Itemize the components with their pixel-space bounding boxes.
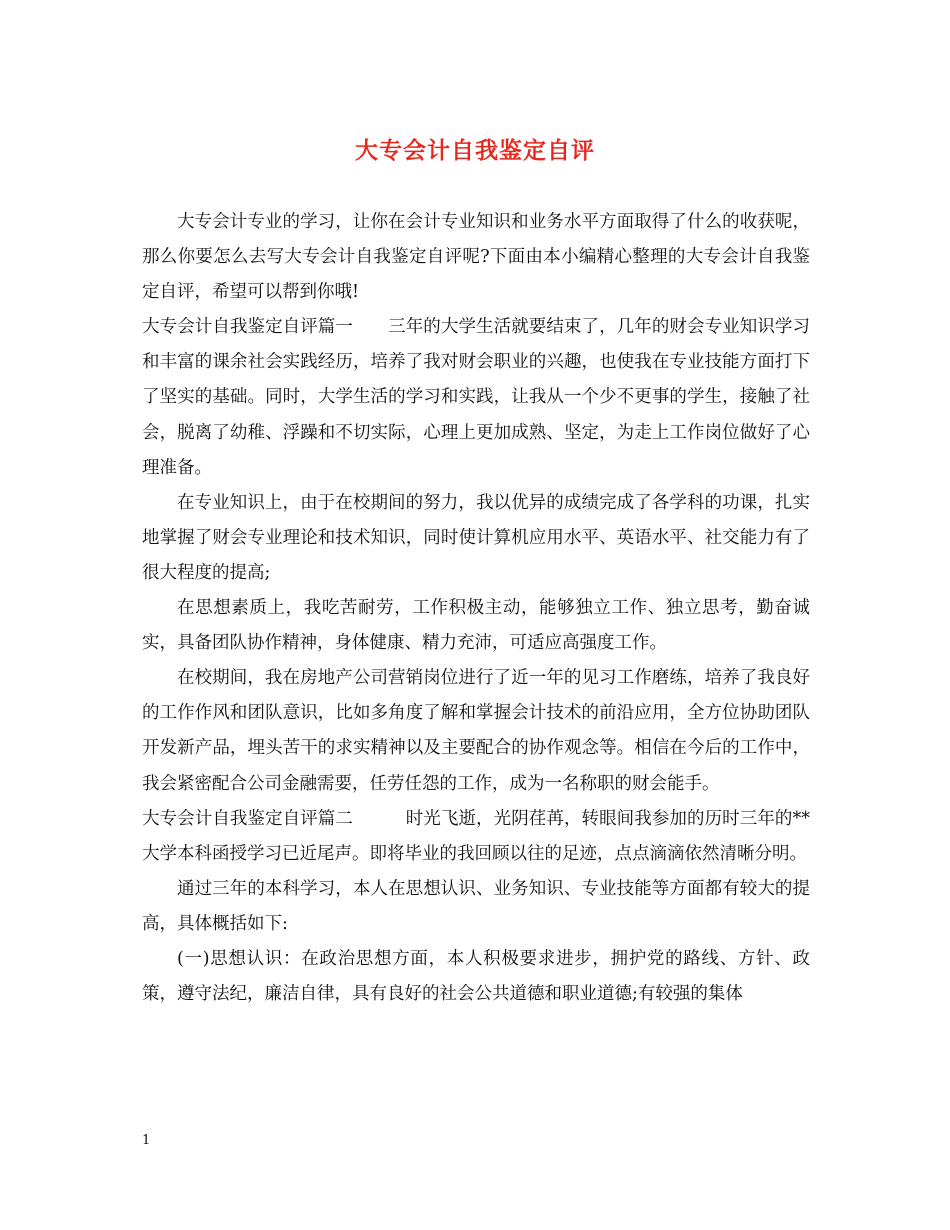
body-paragraph: 通过三年的本科学习，本人在思想认识、业务知识、专业技能等方面都有较大的提高，具体概括如下: (142, 878, 810, 934)
intro-paragraph: 大专会计专业的学习，让你在会计专业知识和业务水平方面取得了什么的收获呢，那么你要怎么去写大专会计自我鉴定自评呢?下面由本小编精心整理的大专会计自我鉴定自评，希望可以帮到你哦! (142, 212, 810, 303)
document-body (142, 205, 810, 1012)
body-paragraph: 在校期间，我在房地产公司营销岗位进行了近一年的见习工作磨练，培养了我良好的工作作风和团队意识，比如多角度了解和掌握会计技术的前沿应用，全方位协助团队开发新产品，埋头苦干的求实精神以及主要配合的协作观念等。相信在今后的工作中，我会紧密配合公司金融需要，任劳任怨的工作，成为一名称职的财会能手。 (142, 668, 810, 794)
section-two-paragraph: 大专会计自我鉴定自评篇二 时光飞逝，光阴荏苒，转眼间我参加的历时三年的**大学本科函授学习已近尾声。即将毕业的我回顾以往的足迹，点点滴滴依然清晰分明。 (142, 808, 810, 864)
body-paragraph: 在专业知识上，由于在校期间的努力，我以优异的成绩完成了各学科的功课，扎实地掌握了财会专业理论和技术知识，同时使计算机应用水平、英语水平、社交能力有了很大程度的提高; (142, 492, 810, 583)
body-paragraph: 在思想素质上，我吃苦耐劳，工作积极主动，能够独立工作、独立思考，勤奋诚实，具备团队协作精神，身体健康、精力充沛，可适应高强度工作。 (142, 598, 810, 654)
body-paragraph: (一)思想认识：在政治思想方面，本人积极要求进步，拥护党的路线、方针、政策，遵守法纪，廉洁自律，具有良好的社会公共道德和职业道德;有较强的集体 (142, 948, 810, 1005)
document-title: 大专会计自我鉴定自评 (355, 137, 595, 164)
page-number: 1 (142, 1133, 151, 1148)
section-one-paragraph: 大专会计自我鉴定自评篇一 三年的大学生活就要结束了，几年的财会专业知识学习和丰富的课余社会实践经历，培养了我对财会职业的兴趣，也使我在专业技能方面打下了坚实的基础。同时，大学生活的学习和实践，让我从一个少不更事的学生，接触了社会，脱离了幼稚、浮躁和不切实际，心理上更加成熟、坚定，为走上工作岗位做好了心理准备。 (142, 317, 810, 478)
